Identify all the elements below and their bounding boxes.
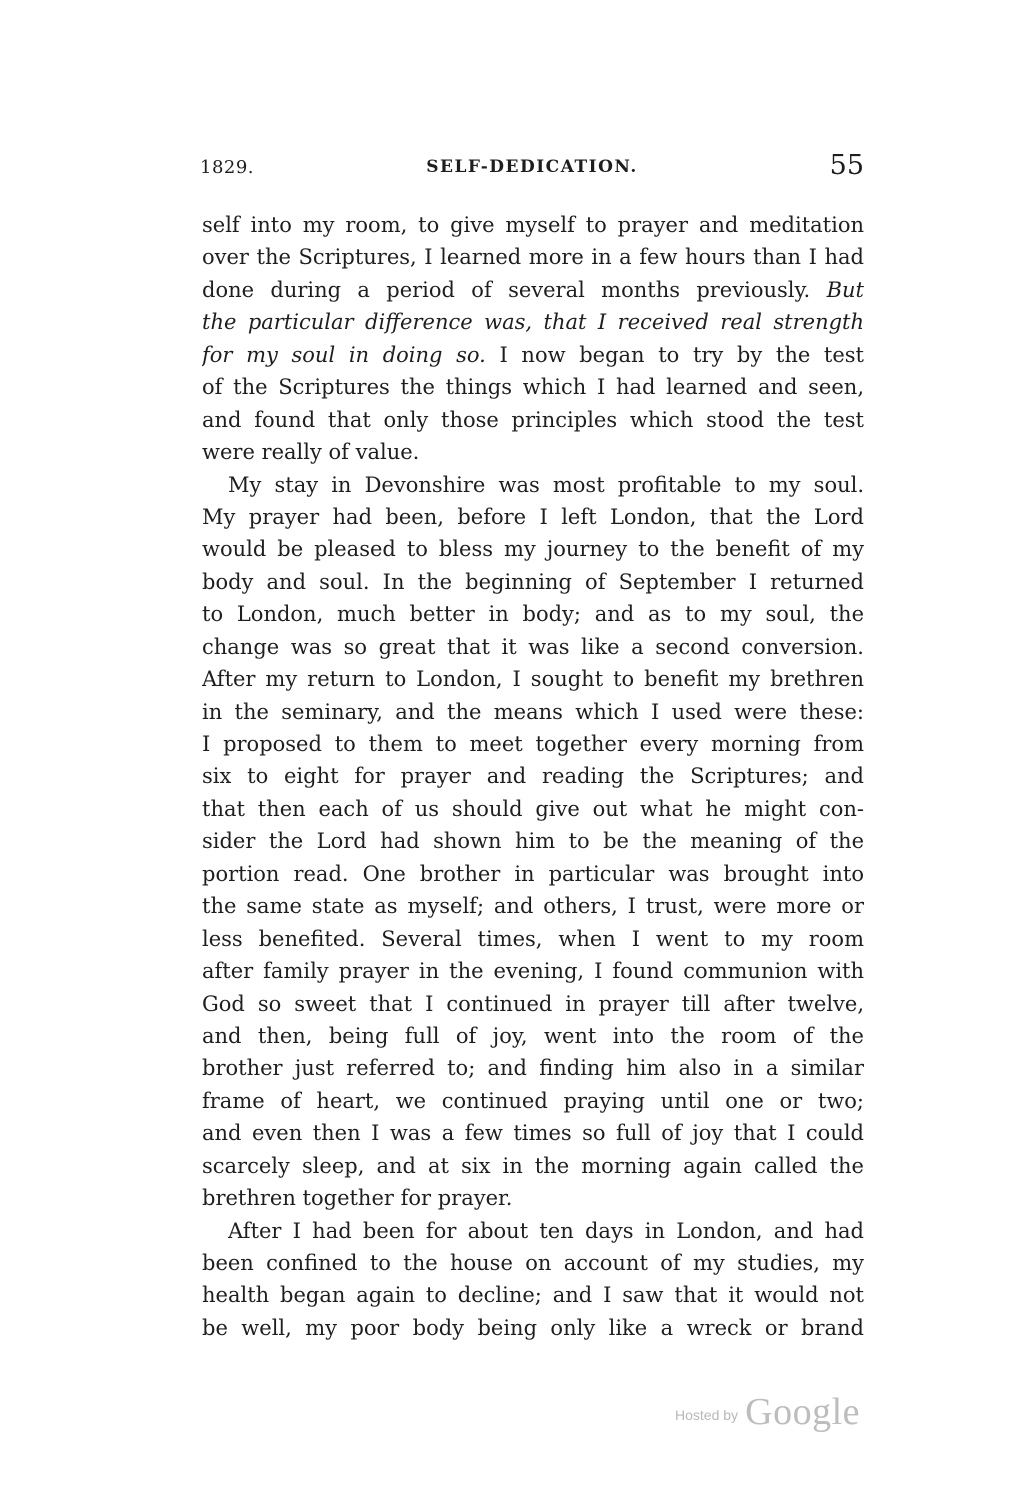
text-line: the same state as myself; and others, I trust, were more or (202, 894, 864, 919)
running-head-year: 1829. (200, 157, 255, 178)
text-line: God so sweet that I continued in prayer till after twelve, (202, 991, 864, 1016)
running-head (200, 150, 864, 190)
paragraph-end-line: brethren together for prayer. (202, 1186, 513, 1211)
text-line: and then, being full of joy, went into the room of the (202, 1023, 864, 1048)
text-line: scarcely sleep, and at six in the morning again called the (202, 1153, 864, 1178)
text-line: after family prayer in the evening, I found communion with (202, 959, 864, 984)
text-line: health began again to decline; and I saw that it would not (202, 1283, 864, 1308)
paragraph-start-line: After I had been for about ten days in London, and had (228, 1218, 864, 1243)
paragraph-end-line: were really of value. (202, 440, 420, 465)
text-line (202, 339, 864, 371)
text-line: the particular difference was, that I received real strength (202, 310, 864, 335)
page-number: 55 (829, 150, 864, 181)
text-line: and found that only those principles which stood the test (202, 407, 864, 432)
text-line: over the Scriptures, I learned more in a few hours than I had (202, 245, 864, 270)
text-line: of the Scriptures the things which I had learned and seen, (202, 375, 864, 400)
text-fragment: I now began to try by the test (499, 342, 864, 367)
text-line: and even then I was a few times so full of joy that I could (202, 1121, 864, 1146)
text-line: change was so great that it was like a second conversion. (202, 634, 864, 659)
text-line: brother just referred to; and finding him also in a similar (202, 1056, 864, 1081)
text-line: After my return to London, I sought to benefit my brethren (202, 667, 864, 692)
text-line: My prayer had been, before I left London, that the Lord (202, 504, 864, 529)
running-head-title: SELF-DEDICATION. (426, 157, 638, 177)
text-line: in the seminary, and the means which I used were these: (202, 699, 864, 724)
watermark-hosted-by: Hosted by (675, 1407, 739, 1423)
paragraph-start-line: My stay in Devonshire was most profitable to my soul. (228, 472, 864, 497)
text-fragment: done during a period of several months previously. (202, 277, 811, 302)
text-line: portion read. One brother in particular was brought into (202, 861, 864, 886)
body-text (202, 209, 864, 1344)
text-line: body and soul. In the beginning of September I returned (202, 569, 864, 594)
italic-fragment: But (826, 277, 864, 302)
text-line: sider the Lord had shown him to be the meaning of the (202, 829, 864, 854)
italic-fragment: for my soul in doing so. (202, 342, 486, 367)
watermark-google-logo: Google (745, 1391, 861, 1433)
text-line: frame of heart, we continued praying until one or two; (202, 1088, 864, 1113)
text-line: six to eight for prayer and reading the Scriptures; and (202, 764, 864, 789)
text-line: self into my room, to give myself to prayer and meditation (202, 213, 864, 237)
text-line: be well, my poor body being only like a wreck or brand (202, 1315, 864, 1340)
text-line: less benefited. Several times, when I went to my room (202, 926, 864, 951)
hosted-by-google-watermark (675, 1390, 885, 1440)
text-line: to London, much better in body; and as to my soul, the (202, 602, 864, 627)
text-line: I proposed to them to meet together every morning from (202, 732, 864, 756)
text-line: that then each of us should give out what he might con- (202, 796, 864, 821)
text-line: been confined to the house on account of my studies, my (202, 1251, 864, 1275)
text-line (202, 274, 864, 306)
text-line: would be pleased to bless my journey to the benefit of my (202, 537, 864, 562)
